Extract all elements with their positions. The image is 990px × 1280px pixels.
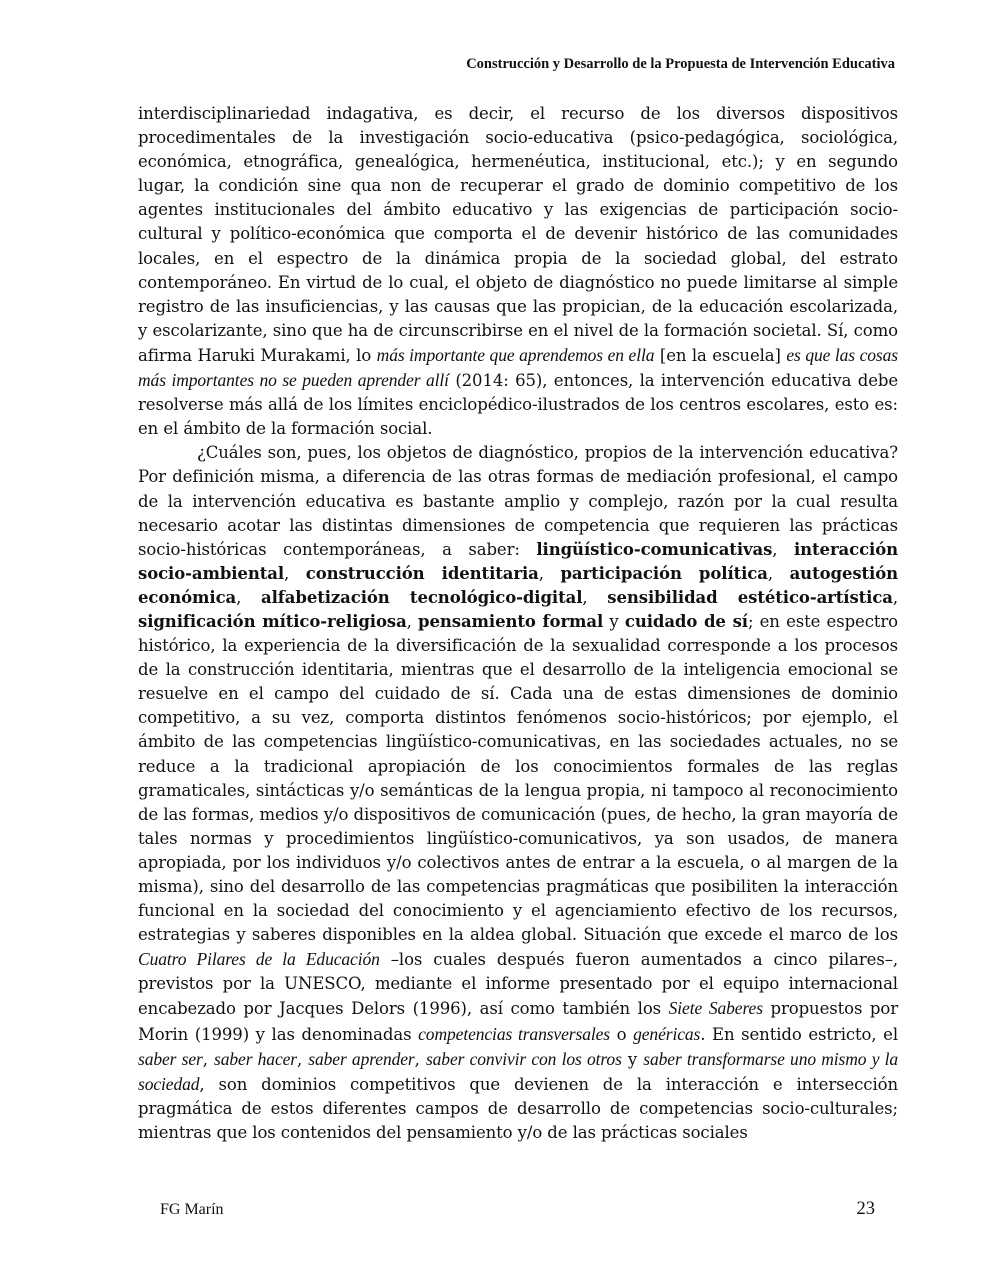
text-run: propuestos por Morin (1999) y las denominadas xyxy=(138,999,898,1044)
text-run: , xyxy=(236,587,262,607)
text-run: y xyxy=(621,1049,644,1069)
italic-text: Siete Saberes xyxy=(668,998,763,1019)
italic-text: saber transformarse uno mismo y la sociedad xyxy=(138,1048,899,1094)
text-run: , xyxy=(202,1049,215,1069)
text-run: , xyxy=(892,587,899,607)
bold-term: interacción socio-ambiental xyxy=(138,539,898,583)
text-run: , xyxy=(772,539,794,559)
text-run: , xyxy=(538,563,561,583)
bold-term: significación mítico-religiosa xyxy=(138,611,407,631)
bold-term: autogestión económica xyxy=(138,563,899,607)
text-run: o xyxy=(609,1024,634,1044)
text-run: ; en este espectro histórico, la experiencia de la diversificación de la sexualidad corresponde a los procesos de la construcción identitaria, mientras que el desarrollo de la inteligencia emocional se resuelve en el campo del cuidado de sí. Cada una de estas dimensiones de dominio competitivo, a su vez, comporta distintos fenómenos socio-históricos; por ejemplo, el ámbito de las competencias lingüístico-comunicativas, en las sociedades actuales, no se reduce a la tradicional apropiación de los conocimientos formales de las reglas gramaticales, sintácticas y/o semánticas de la lengua propia, ni tampoco al reconocimiento de las formas, medios y/o dispositivos de comunicación (pues, de hecho, la gran mayoría de tales normas y procedimientos lingüístico-comunicativos, ya son usados, de manera apropiada, por los individuos y/o colectivos antes de entrar a la escuela, o al margen de la misma), sino del desarrollo de las competencias pragmáticas que posibiliten la interacción funcional en la sociedad del conocimiento y el agenciamiento efectivo de los recursos, estrategias y saberes disponibles en la aldea global. Situación que excede el marco de los xyxy=(138,611,898,945)
running-header: Construcción y Desarrollo de la Propuesta de Intervención Educativa xyxy=(466,56,895,72)
italic-text: saber convivir con los otros xyxy=(425,1048,622,1069)
italic-text: saber hacer xyxy=(214,1048,298,1069)
italic-text: es que las cosas más importantes no se pueden aprender allí xyxy=(138,344,898,391)
text-run: y xyxy=(603,611,625,631)
bold-term: construcción identitaria xyxy=(305,563,539,583)
text-run: , son dominios competitivos que devienen de la interacción e intersección pragmática de estos diferentes campos de desarrollo de competencias socio-culturales; mientras que los contenidos del pensamiento y/o de las prácticas sociales xyxy=(138,1074,898,1142)
text-run: ¿Cuáles son, pues, los objetos de diagnóstico, propios de la intervención educativa? Por definición misma, a diferencia de las otras formas de mediación profesional, el campo de la intervención educativa es bastante amplio y complejo, razón por la cual resulta necesario acotar las distintas dimensiones de competencia que requieren las prácticas socio-históricas contemporáneas, a saber: xyxy=(138,443,898,559)
italic-text: más importante que aprendemos en ella xyxy=(376,344,655,365)
text-run: , xyxy=(284,563,306,583)
body-text xyxy=(138,102,898,1145)
paragraph-1 xyxy=(138,102,898,441)
text-run: . En sentido estricto, el xyxy=(700,1024,899,1044)
text-run: –los cuales después fueron aumentados a cinco pilares–, previstos por la UNESCO, mediante el informe presentado por el equipo internacional encabezado por Jacques Delors (1996), así como también los xyxy=(138,950,898,1019)
text-run: [en la escuela] xyxy=(654,345,787,365)
footer-author: FG Marín xyxy=(160,1201,224,1218)
italic-text: saber ser xyxy=(138,1048,203,1069)
bold-term: sensibilidad estético-artística xyxy=(607,587,893,607)
italic-text: Cuatro Pilares de la Educación xyxy=(138,949,380,970)
bold-term: lingüístico-comunicativas xyxy=(536,539,773,559)
italic-text: genéricas xyxy=(633,1023,701,1044)
italic-text: saber aprender xyxy=(308,1048,415,1069)
bold-term: participación política xyxy=(560,563,768,583)
text-run: , xyxy=(582,587,608,607)
text-run: , xyxy=(297,1049,309,1069)
bold-term: alfabetización tecnológico-digital xyxy=(261,587,583,607)
text-run: , xyxy=(414,1049,426,1069)
text-run: interdisciplinariedad indagativa, es decir, el recurso de los diversos dispositivos procedimentales de la investigación socio-educativa (psico-pedagógica, sociológica, económica, etnográfica, genealógica, hermenéutica, institucional, etc.); y en segundo lugar, la condición sine qua non de recuperar el grado de dominio competitivo de los agentes institucionales del ámbito educativo y las exigencias de participación socio-cultural y político-económica que comporta el de devenir histórico de las comunidades locales, en el espectro de la dinámica propia de la sociedad global, del estrato contemporáneo. En virtud de lo cual, el objeto de diagnóstico no puede limitarse al simple registro de las insuficiencias, y las causas que las propician, de la educación escolarizada, y escolarizante, sino que ha de circunscribirse en el nivel de la formación societal. Sí, como afirma Haruki Murakami, lo xyxy=(138,104,898,365)
bold-term: cuidado de sí xyxy=(624,611,748,631)
bold-term: pensamiento formal xyxy=(418,611,604,631)
text-run: , xyxy=(767,563,790,583)
italic-text: competencias transversales xyxy=(418,1023,610,1044)
text-run: (2014: 65), entonces, la intervención educativa debe resolverse más allá de los límites enciclopédico-ilustrados de los centros escolares, esto es: en el ámbito de la formación social. xyxy=(138,371,898,439)
page-number: 23 xyxy=(856,1199,875,1219)
text-run: , xyxy=(406,611,419,631)
paragraph-2 xyxy=(138,441,898,1145)
